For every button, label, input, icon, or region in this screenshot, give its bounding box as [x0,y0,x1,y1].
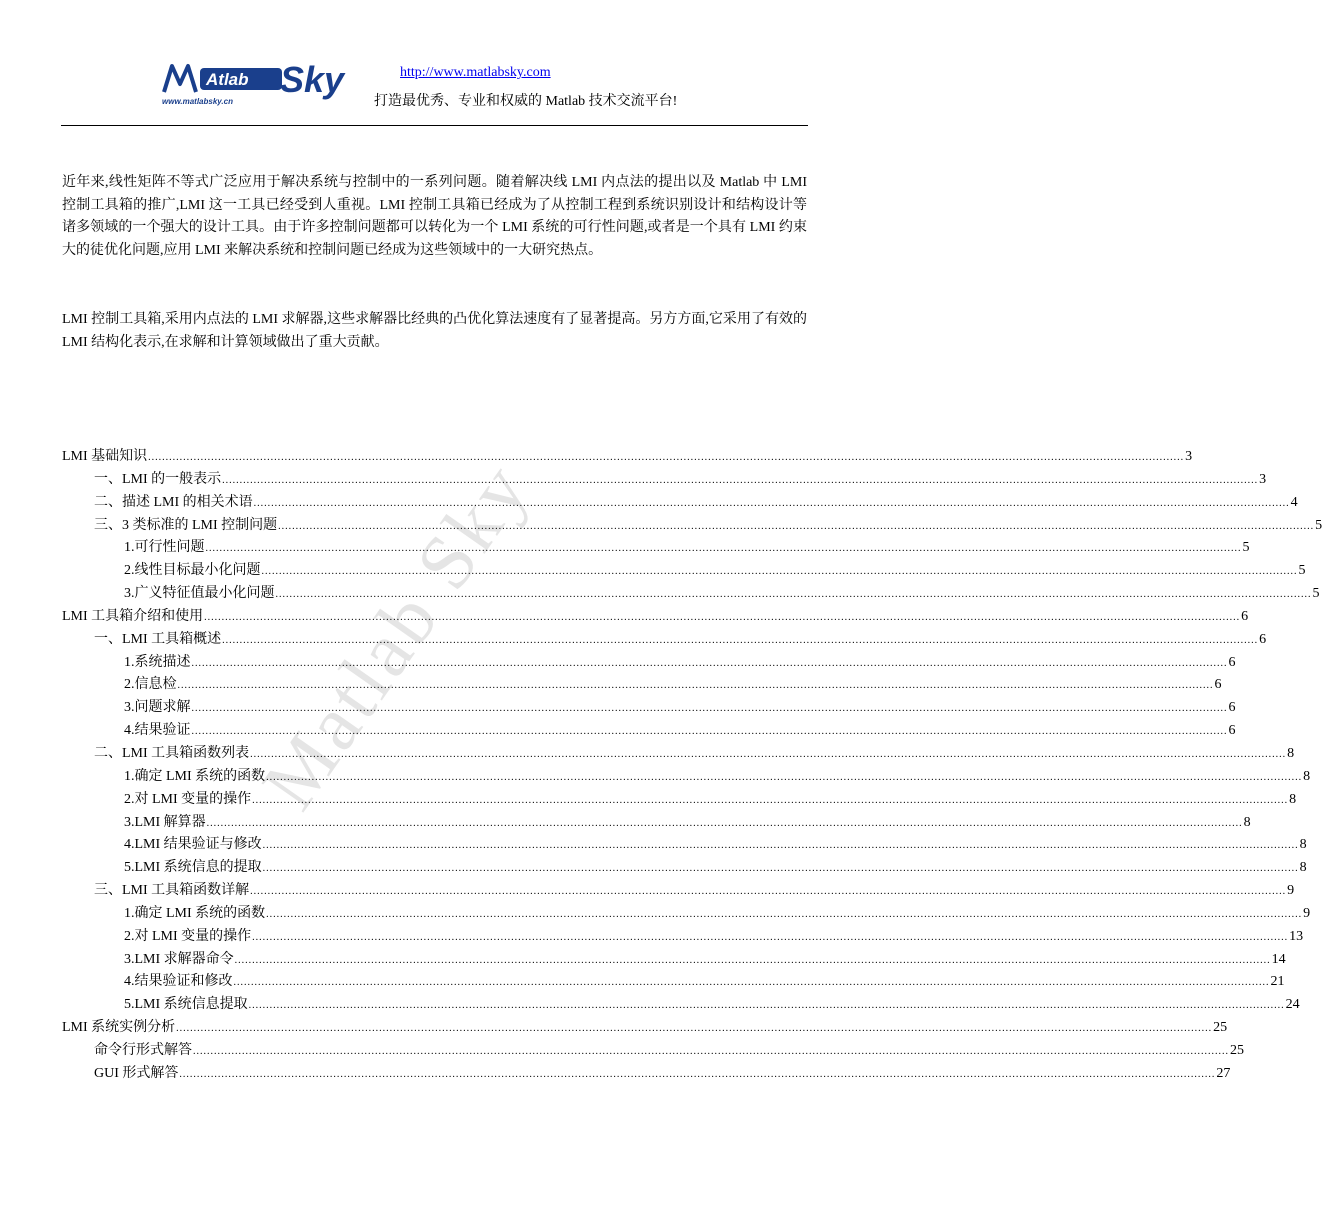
svg-text:Atlab: Atlab [206,70,249,89]
toc-entry[interactable] [62,788,1297,811]
toc-dot-leader [266,772,1302,783]
toc-entry-title: 二、LMI 工具箱函数列表 [94,745,250,761]
toc-entry-page: 14 [1271,951,1286,967]
toc-dot-leader [278,521,1314,532]
toc-entry[interactable] [62,582,1320,605]
toc-entry-title: LMI 系统实例分析 [62,1020,176,1036]
toc-entry-title: 二、描述 LMI 的相关术语 [94,494,253,510]
toc-entry-title: 1.确定 LMI 系统的函数 [124,905,266,921]
toc-entry[interactable] [62,811,1251,834]
toc-entry-title: 2.对 LMI 变量的操作 [124,791,252,807]
toc-entry-title: 3.问题求解 [124,700,191,716]
toc-dot-leader [263,863,1299,874]
toc-entry-page: 5 [1242,540,1250,556]
toc-entry-title: GUI 形式解答 [94,1065,179,1081]
toc-dot-leader [148,452,1184,463]
toc-entry[interactable] [62,1062,1231,1085]
toc-entry-title: 三、3 类标准的 LMI 控制问题 [94,517,278,533]
toc-entry-page: 21 [1270,974,1285,990]
toc-entry-page: 5 [1315,517,1322,533]
page-header [0,0,868,130]
toc-entry[interactable] [62,902,1311,925]
toc-dot-leader [192,658,1228,669]
toc-dot-leader [192,703,1228,714]
watermark: Matlab Sky [244,445,547,825]
header-slogan: 打造最优秀、专业和权威的 Matlab 技术交流平台! [374,94,678,109]
toc-dot-leader [204,612,1240,623]
toc-dot-leader [206,543,1242,554]
toc-entry-title: 2.线性目标最小化问题 [124,563,261,579]
toc-entry[interactable] [62,468,1267,491]
toc-dot-leader [249,1000,1285,1011]
toc-dot-leader [222,635,1258,646]
toolbox-paragraph: LMI 控制工具箱,采用内点法的 LMI 求解器,这些求解器比经典的凸优化算法速度有了显著提高。另方方面,它采用了有效的 LMI 结构化表示,在求解和计算领域做出了重大贡献。 [62,312,807,350]
toc-entry-title: 2.信息检 [124,677,177,693]
toc-entry-title: 1.可行性问题 [124,540,205,556]
toc-entry-page: 8 [1287,745,1295,761]
header-divider [61,125,808,126]
toc-dot-leader [254,498,1290,509]
toc-entry-title: 4.结果验证和修改 [124,974,233,990]
toc-entry[interactable] [62,559,1306,582]
toc-entry-page: 25 [1230,1042,1244,1058]
toc-dot-leader [252,795,1288,806]
toc-entry-title: 5.LMI 系统信息提取 [124,997,248,1013]
toc-entry[interactable] [62,651,1236,674]
toc-entry-page: 25 [1213,1020,1228,1036]
toc-entry[interactable] [62,879,1295,902]
toc-dot-leader [266,909,1302,920]
toc-entry[interactable] [62,1016,1228,1039]
toc-entry-page: 5 [1312,586,1320,602]
toc-entry-page: 6 [1228,723,1236,739]
table-of-contents [62,445,1322,1085]
toc-entry-page: 8 [1289,791,1297,807]
toc-entry[interactable] [62,719,1236,742]
toc-entry-page: 9 [1303,905,1311,921]
toc-entry-page: 4 [1290,494,1298,510]
toc-entry[interactable] [62,833,1307,856]
toc-entry[interactable] [62,696,1236,719]
toc-entry-page: 24 [1285,997,1300,1013]
toc-entry-page: 8 [1303,768,1311,784]
toc-entry[interactable] [62,673,1222,696]
toc-entry[interactable] [62,765,1311,788]
toc-entry-page: 5 [1298,563,1306,579]
toc-entry[interactable] [62,514,1322,537]
svg-text:www.matlabsky.cn: www.matlabsky.cn [162,97,233,106]
matlabsky-logo [160,58,345,108]
toc-entry-title: LMI 工具箱介绍和使用 [62,608,204,624]
toc-entry-page: 8 [1299,860,1307,876]
toc-entry-page: 3 [1185,449,1193,464]
toc-dot-leader [193,1046,1229,1057]
toc-entry[interactable] [62,742,1295,765]
toc-dot-leader [252,932,1288,943]
toc-entry-title: 一、LMI 工具箱概述 [94,631,222,647]
toc-dot-leader [250,749,1286,760]
toc-entry-page: 27 [1216,1065,1231,1081]
toc-entry-title: 3.LMI 求解器命令 [124,951,234,967]
toc-dot-leader [222,475,1258,486]
toc-entry[interactable] [62,445,1193,468]
toc-dot-leader [178,680,1214,691]
toc-entry-page: 6 [1259,631,1267,647]
toc-dot-leader [235,955,1271,966]
intro-paragraph: 近年来,线性矩阵不等式广泛应用于解决系统与控制中的一系列问题。随着解决线 LMI 内点法的提出以及 Matlab 中 LMI 控制工具箱的推广,LMI 这一工具已经受到人重视。LMI 控制工具箱已经成为了从控制工程到系统识别设计和结构设计等诸多领域的一个强大的设计工具。由于许多控制问题都可以转化为一个 LMI 系统的可行性问题,或者是一个具有 LMI 约束大的徒优化问题,应用 LMI 来解决系统和控制问题已经成为这些领域中的一大研究热点。 [62,175,807,258]
toc-dot-leader [192,726,1228,737]
toc-entry[interactable] [62,605,1249,628]
svg-text:Sky: Sky [280,59,345,100]
toc-entry-title: 5.LMI 系统信息的提取 [124,860,262,876]
toc-entry-title: 4.结果验证 [124,723,191,739]
toc-entry-title: 命令行形式解答 [94,1042,192,1058]
toc-entry-title: 3.LMI 解算器 [124,814,206,830]
toc-dot-leader [276,589,1312,600]
toc-entry-page: 9 [1287,883,1295,899]
toc-entry[interactable] [62,856,1307,879]
toc-entry[interactable] [62,536,1250,559]
toc-dot-leader [234,977,1270,988]
toc-dot-leader [179,1069,1215,1080]
toc-entry-title: 3.广义特征值最小化问题 [124,586,275,602]
toc-entry-page: 8 [1299,837,1307,853]
toc-entry-page: 6 [1228,654,1236,670]
toc-dot-leader [176,1023,1212,1034]
toc-dot-leader [262,566,1298,577]
toc-dot-leader [250,886,1286,897]
toc-entry-page: 3 [1259,471,1267,487]
toc-dot-leader [207,818,1243,829]
toc-entry-page: 8 [1243,814,1251,830]
toc-entry-title: 1.确定 LMI 系统的函数 [124,768,266,784]
toc-entry-page: 6 [1241,608,1249,624]
toc-entry-title: 三、LMI 工具箱函数详解 [94,883,250,899]
toc-entry-title: 1.系统描述 [124,654,191,670]
toc-entry[interactable] [62,1039,1244,1062]
toc-entry[interactable] [62,628,1267,651]
toc-entry[interactable] [62,993,1300,1016]
site-url-link[interactable]: http://www.matlabsky.com [400,65,551,80]
toc-entry-title: 4.LMI 结果验证与修改 [124,837,262,853]
toc-entry-page: 13 [1289,928,1304,944]
toc-entry[interactable] [62,948,1286,971]
toc-entry[interactable] [62,925,1304,948]
toc-entry[interactable] [62,491,1298,514]
toc-entry-page: 6 [1214,677,1222,693]
toc-entry[interactable] [62,970,1285,993]
toc-entry-title: LMI 基础知识 [62,449,148,464]
toc-entry-title: 2.对 LMI 变量的操作 [124,928,252,944]
toc-entry-title: 一、LMI 的一般表示 [94,471,222,487]
toc-dot-leader [263,840,1299,851]
toc-entry-page: 6 [1228,700,1236,716]
